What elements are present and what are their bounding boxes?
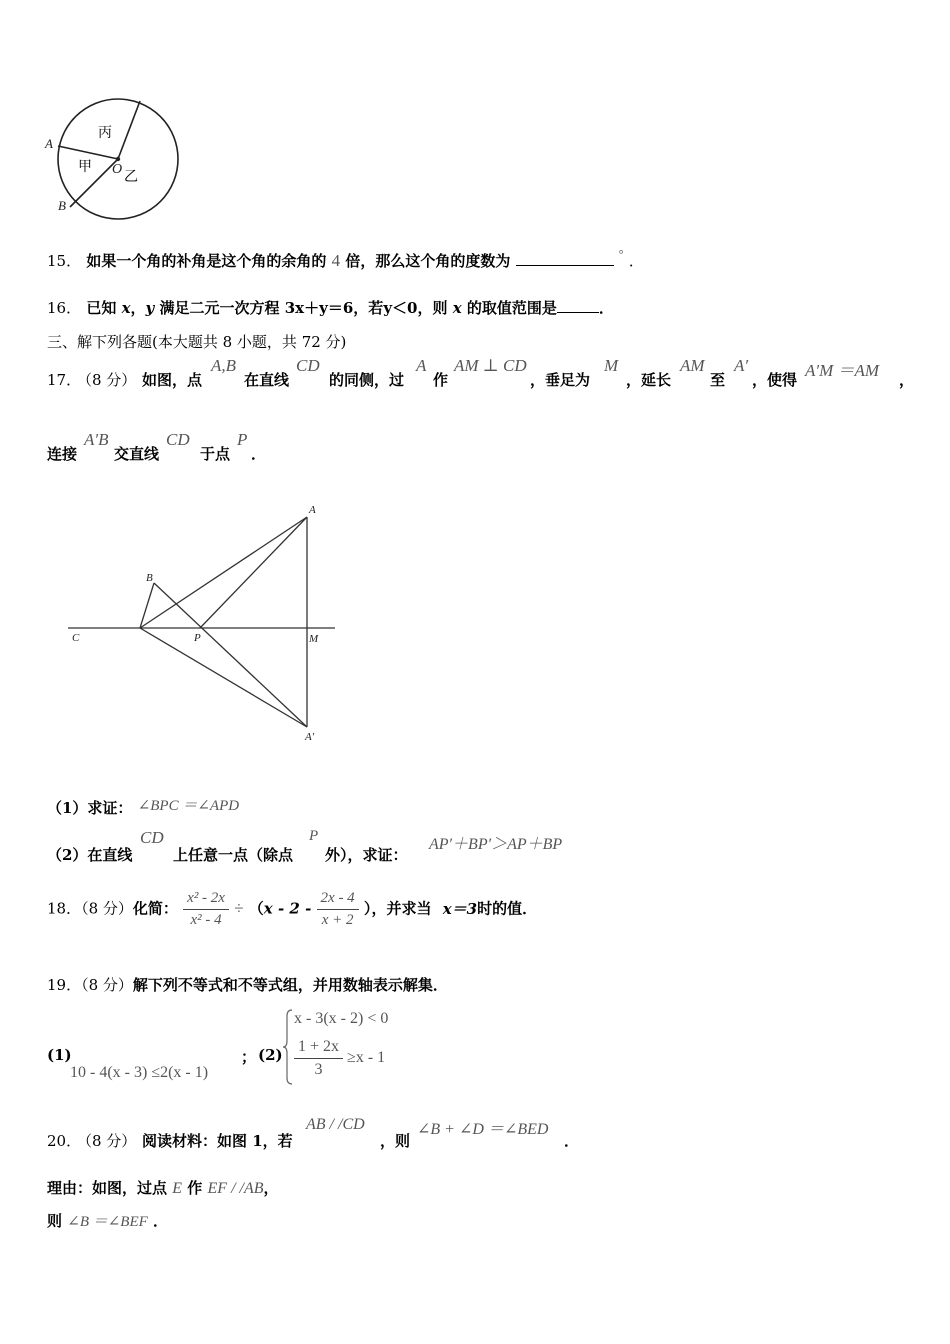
q19-frac-denominator: 3 [314,1061,323,1078]
segment-vertex-b [140,583,154,628]
q16-text-e: 的取值范围是 [466,299,557,317]
q17-m-am: AM [680,356,705,375]
q15-math-4: 4 [331,251,341,270]
q19-score: （8 分） [81,976,133,994]
q17-t7: 至 [710,371,726,389]
q19-text: 解下列不等式和不等式组，并用数轴表示解集． [132,976,448,994]
q20-reason-t2: 作 [187,1179,203,1197]
q18-fraction-2 [317,890,359,929]
segment-vertex-aprime [140,628,307,727]
q16-comma: ， [130,299,146,317]
q16-text-d: ，则 [417,299,448,317]
q17-m-eq: A′M ＝AM [805,361,880,380]
q19-number: 19． [47,976,82,994]
q17-score: （8 分） [77,371,137,389]
q17-m-perp: AM ⊥ CD [454,356,527,375]
segment-p-a [200,517,307,628]
q16-text-c: ，若 [353,299,384,317]
fig-label-p: P [194,632,201,644]
q20-t1: 阅读材料：如图 1，若 [142,1132,293,1150]
question-19 [47,974,448,995]
q18-frac2-denominator: x + 2 [321,912,354,928]
q15-number: 15． [47,252,82,270]
q20-reason-t1: 理由：如图，过点 [47,1179,168,1197]
question-18 [47,890,537,946]
q17-part2-t2: 外），求证： [325,846,408,864]
label-b: B [58,198,66,213]
q17-part1-label: （1）求证： [47,799,133,817]
fig-label-m: M [309,633,319,645]
q18-frac1-denominator: x² - 4 [190,912,222,928]
q16-var-x2: x [452,299,462,317]
q17-part2-cd: CD [140,828,164,847]
q20-m-parallel: AB / /CD [306,1116,365,1133]
q18-label: 化简： [132,899,178,918]
segment-vertex-a [140,517,307,628]
fig-label-c: C [72,632,80,644]
q17-t6: ，延长 [626,371,672,389]
question-17-line2 [47,430,347,466]
q19-part1-math: 10 - 4(x - 3) ≤2(x - 1) [70,1064,209,1081]
q20-reason [47,1177,279,1198]
q17-t2: 在直线 [244,371,290,389]
q17-part2-math: AP′＋BP′＞AP＋BP [429,836,563,853]
label-bing: 丙 [98,125,112,141]
q17-t3: 的同侧，过 [329,371,405,389]
question-17-line1 [47,356,917,392]
q17-m-a: A [416,356,427,375]
q20-t2: ，则 [380,1132,411,1150]
q17-m-m: M [604,356,619,375]
label-a: A [45,136,53,151]
circle-sector-figure [40,95,190,220]
label-jia: 甲 [78,159,92,175]
fig-label-aprime: A′ [305,731,315,743]
q18-value: x＝3 [442,899,478,918]
q17-part1 [47,797,239,818]
q17-number: 17． [47,371,82,389]
q20-number: 20． [47,1132,82,1150]
q15-text-before: 如果一个角的补角是这个角的余角的 [86,252,327,270]
label-yi: 乙 [124,169,138,185]
center-point [116,157,120,161]
q19-system-line1: x - 3(x - 2) < 0 [294,1010,389,1027]
q17-t5: ，垂足为 [530,371,591,389]
q15-text-after: 倍，那么这个角的度数为 [345,252,511,270]
q19-part2-label: (2) [258,1046,283,1064]
q19-system-line2-tail: ≥x - 1 [347,1049,386,1067]
q19-frac-numerator: 1 + 2x [294,1038,343,1059]
q15-end: ． [628,252,644,270]
q17-m-cd2: CD [166,430,190,449]
q18-frac1-numerator: x² - 2x [183,890,229,910]
q20-reason-ef: EF / /AB [207,1180,264,1197]
q17-part1-math: ∠BPC ＝∠APD [137,798,240,814]
q19-system-line2 [294,1038,385,1079]
q20-then-t: 则 [47,1212,63,1230]
q17-t11: 交直线 [114,445,160,463]
q16-text-b: 满足二元一次方程 [159,299,280,317]
q20-reason-t3: ， [263,1179,279,1197]
q17-geometry-figure [60,495,350,745]
radius-to-top [118,101,140,159]
q20-reason-e: E [172,1180,183,1197]
label-o: O [112,162,123,177]
q19-system-brace [282,1008,294,1086]
q18-paren-close: ） [363,899,372,918]
q19-separator: ； [241,1048,257,1066]
q17-t10: 连接 [47,445,78,463]
q18-tail2: 时的值． [477,899,538,918]
q17-m-p: P [237,430,248,449]
q16-text-a: 已知 [86,299,117,317]
q18-fraction-1 [183,890,229,929]
q15-degree: ° [618,247,624,261]
q20-then-end: ． [153,1212,169,1230]
q18-paren-open: （ [248,899,264,918]
fig-label-a: A [309,504,316,516]
q19-system-fraction [294,1038,343,1079]
q20-m-angles: ∠B + ∠D ＝∠BED [417,1121,549,1138]
q16-condition: y＜0 [383,299,418,317]
section-3-heading: 三、解下列各题(本大题共 8 小题，共 72 分) [47,333,347,351]
q20-then [47,1210,168,1231]
q16-var-y: y [145,299,155,317]
q18-score: （8 分） [81,899,133,918]
q17-t4: 作 [433,371,449,389]
question-20 [47,1116,607,1152]
q19-part1-label: (1) [47,1046,72,1064]
question-15 [47,247,644,271]
q17-part2 [47,828,647,864]
q17-m-aprime: A′ [734,356,749,375]
q17-part2-p: P [309,828,319,844]
q17-t8: ，使得 [752,371,798,389]
q17-m-ab: A,B [211,356,237,375]
q18-div: ÷ [234,898,244,918]
q17-t12: 于点 [200,445,231,463]
q16-answer-blank [557,312,599,313]
q18-number: 18． [47,899,82,918]
q16-end: ． [598,299,614,317]
q20-then-math: ∠B ＝∠BEF [67,1214,148,1230]
q17-m-cd: CD [296,356,320,375]
q17-t1: 如图，点 [142,371,203,389]
q20-t3: ． [564,1132,580,1150]
q17-t13: ． [251,445,267,463]
segment-b-aprime [154,583,307,727]
q16-number: 16． [47,299,82,317]
q17-part2-label: （2）在直线 [47,846,133,864]
q20-score: （8 分） [77,1132,137,1150]
fig-label-b: B [146,572,153,584]
q16-equation: 3x＋y＝6 [284,299,354,317]
q18-expr: x - 2 - [263,899,312,918]
q17-t9: ， [899,371,915,389]
q18-tail: ，并求当 [371,899,432,918]
radius-to-a [58,146,118,159]
q16-var-x: x [121,299,131,317]
question-16 [47,297,614,318]
q17-m-apb: A′B [84,430,109,449]
q15-answer-blank [516,265,614,266]
q17-part2-t1: 上任意一点（除点 [173,846,294,864]
q18-frac2-numerator: 2x - 4 [317,890,359,910]
